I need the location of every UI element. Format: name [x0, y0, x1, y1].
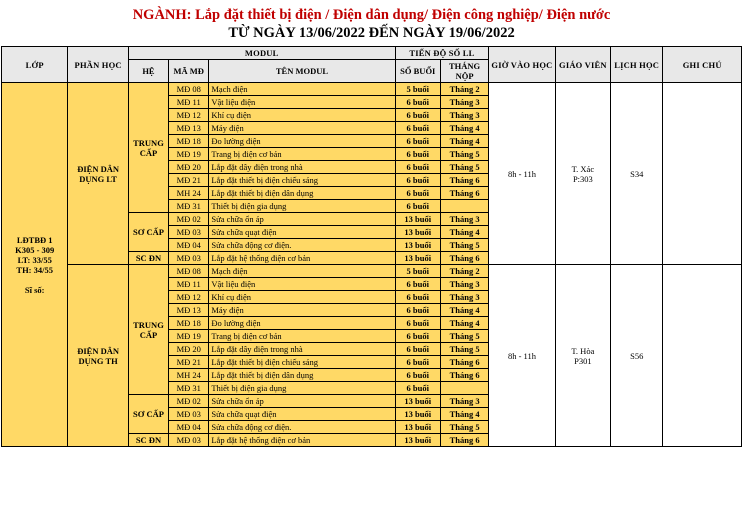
cell-thang-nop: Tháng 3 [440, 395, 488, 408]
cell-ten-modul: Trang bị điện cơ bản [209, 330, 395, 343]
cell-giao-vien [555, 83, 610, 265]
title-line-1: NGÀNH: Lắp đặt thiết bị điện / Điện dân dụng/ Điện công nghiệp/ Điện nước [132, 7, 611, 23]
cell-thang-nop: Tháng 6 [440, 187, 488, 200]
cell-so-buoi: 13 buổi [395, 434, 440, 447]
cell-ten-modul: Thiết bị điện gia dụng [209, 200, 395, 213]
cell-he: SƠ CẤP [128, 395, 168, 434]
cell-ma-md: MĐ 03 [169, 408, 209, 421]
cell-gio-vao-hoc: 8h - 11h [489, 83, 555, 265]
col-header-gio-vao-hoc: GIỜ VÀO HỌC [489, 47, 555, 83]
cell-ten-modul: Sửa chữa quạt điện [209, 226, 395, 239]
col-header-thang-nop: THÁNG NỘP [440, 60, 488, 83]
giao-vien-line: P301 [574, 355, 592, 366]
cell-ma-md: MĐ 02 [169, 395, 209, 408]
cell-thang-nop: Tháng 4 [440, 317, 488, 330]
cell-ma-md: MĐ 20 [169, 343, 209, 356]
cell-ten-modul: Lắp đặt thiết bị điện chiếu sáng [209, 174, 395, 187]
cell-ma-md: MĐ 11 [169, 278, 209, 291]
cell-ma-md: MĐ 08 [169, 83, 209, 96]
cell-ten-modul: Sửa chữa ổn áp [209, 395, 395, 408]
cell-so-buoi: 6 buổi [395, 122, 440, 135]
cell-he: TRUNG CẤP [128, 83, 168, 213]
cell-so-buoi: 6 buổi [395, 109, 440, 122]
cell-so-buoi: 6 buổi [395, 161, 440, 174]
title-line-2: TỪ NGÀY 13/06/2022 ĐẾN NGÀY 19/06/2022 [228, 25, 515, 41]
cell-thang-nop: Tháng 4 [440, 226, 488, 239]
cell-so-buoi: 13 buổi [395, 213, 440, 226]
cell-thang-nop: Tháng 5 [440, 148, 488, 161]
cell-ma-md: MĐ 04 [169, 239, 209, 252]
cell-ten-modul: Sửa chữa động cơ điện. [209, 421, 395, 434]
cell-ten-modul: Máy điện [209, 122, 395, 135]
cell-thang-nop: Tháng 4 [440, 122, 488, 135]
cell-thang-nop: Tháng 2 [440, 83, 488, 96]
cell-so-buoi: 6 buổi [395, 369, 440, 382]
cell-ma-md: MĐ 21 [169, 174, 209, 187]
cell-ma-md: MĐ 12 [169, 109, 209, 122]
cell-ma-md: MĐ 12 [169, 291, 209, 304]
col-header-giao-vien: GIÁO VIÊN [555, 47, 610, 83]
cell-ten-modul: Sửa chữa động cơ điện. [209, 239, 395, 252]
cell-thang-nop: Tháng 4 [440, 135, 488, 148]
giao-vien-line: T. Xác [571, 163, 595, 174]
cell-so-buoi: 13 buổi [395, 239, 440, 252]
cell-so-buoi: 13 buổi [395, 252, 440, 265]
col-header-ghi-chu: GHI CHÚ [663, 47, 742, 83]
cell-thang-nop: Tháng 3 [440, 109, 488, 122]
cell-so-buoi: 6 buổi [395, 148, 440, 161]
col-header-modul: MODUL [128, 47, 395, 60]
cell-ten-modul: Mạch điện [209, 265, 395, 278]
cell-so-buoi: 6 buổi [395, 330, 440, 343]
cell-thang-nop: Tháng 3 [440, 96, 488, 109]
cell-ma-md: MĐ 20 [169, 161, 209, 174]
lop-label-line: TH: 34/55 [16, 264, 54, 275]
cell-so-buoi: 6 buổi [395, 96, 440, 109]
cell-thang-nop: Tháng 5 [440, 330, 488, 343]
cell-he: SC ĐN [128, 434, 168, 447]
cell-ten-modul: Lắp đặt dây điện trong nhà [209, 343, 395, 356]
cell-so-buoi: 6 buổi [395, 304, 440, 317]
lop-label-line [4, 275, 65, 285]
cell-thang-nop [440, 200, 488, 213]
lop-label-line: LT: 33/55 [17, 254, 52, 265]
cell-he: SƠ CẤP [128, 213, 168, 252]
cell-ghi-chu [663, 265, 742, 447]
cell-thang-nop: Tháng 5 [440, 421, 488, 434]
cell-he: TRUNG CẤP [128, 265, 168, 395]
cell-thang-nop: Tháng 3 [440, 278, 488, 291]
lop-label-line: Sĩ số: [24, 284, 45, 295]
col-header-lich-hoc: LỊCH HỌC [611, 47, 663, 83]
cell-thang-nop: Tháng 3 [440, 213, 488, 226]
cell-so-buoi: 6 buổi [395, 356, 440, 369]
cell-ma-md: MĐ 08 [169, 265, 209, 278]
table-row [2, 265, 742, 278]
cell-thang-nop: Tháng 4 [440, 304, 488, 317]
cell-thang-nop: Tháng 5 [440, 161, 488, 174]
col-header-ten-modul: TÊN MODUL [209, 60, 395, 83]
cell-thang-nop: Tháng 6 [440, 174, 488, 187]
cell-thang-nop: Tháng 2 [440, 265, 488, 278]
cell-so-buoi: 13 buổi [395, 395, 440, 408]
cell-thang-nop: Tháng 5 [440, 343, 488, 356]
cell-ma-md: MĐ 03 [169, 226, 209, 239]
cell-so-buoi: 5 buổi [395, 265, 440, 278]
cell-thang-nop: Tháng 5 [440, 239, 488, 252]
cell-ma-md: MĐ 18 [169, 135, 209, 148]
cell-ma-md: MH 24 [169, 187, 209, 200]
giao-vien-line: T. Hòa [571, 345, 595, 356]
cell-so-buoi: 13 buổi [395, 421, 440, 434]
cell-thang-nop: Tháng 3 [440, 291, 488, 304]
cell-ma-md: MĐ 31 [169, 200, 209, 213]
cell-ten-modul: Khí cụ điện [209, 109, 395, 122]
cell-ten-modul: Đo lường điện [209, 135, 395, 148]
cell-ma-md: MĐ 11 [169, 96, 209, 109]
cell-lich-hoc: S56 [611, 265, 663, 447]
table-body [2, 83, 742, 447]
cell-ten-modul: Mạch điện [209, 83, 395, 96]
table-row [2, 83, 742, 96]
cell-so-buoi: 6 buổi [395, 382, 440, 395]
cell-he: SC ĐN [128, 252, 168, 265]
cell-ma-md: MĐ 31 [169, 382, 209, 395]
cell-phan-hoc: ĐIỆN DÂN DỤNG LT [68, 83, 128, 265]
cell-ten-modul: Lắp đặt hệ thống điện cơ bản [209, 434, 395, 447]
cell-ten-modul: Vật liệu điện [209, 278, 395, 291]
table-head [2, 47, 742, 83]
cell-ten-modul: Lắp đặt hệ thống điện cơ bản [209, 252, 395, 265]
cell-thang-nop: Tháng 6 [440, 252, 488, 265]
cell-lich-hoc: S34 [611, 83, 663, 265]
col-header-lop: LỚP [2, 47, 68, 83]
cell-thang-nop: Tháng 6 [440, 356, 488, 369]
document-title [0, 0, 743, 42]
cell-ma-md: MH 24 [169, 369, 209, 382]
schedule-table [1, 46, 742, 447]
cell-ten-modul: Lắp đặt thiết bị điện dân dụng [209, 187, 395, 200]
cell-so-buoi: 6 buổi [395, 135, 440, 148]
cell-ma-md: MĐ 02 [169, 213, 209, 226]
cell-so-buoi: 6 buổi [395, 278, 440, 291]
cell-ten-modul: Đo lường điện [209, 317, 395, 330]
cell-so-buoi: 5 buổi [395, 83, 440, 96]
cell-ten-modul: Lắp đặt dây điện trong nhà [209, 161, 395, 174]
cell-gio-vao-hoc: 8h - 11h [489, 265, 555, 447]
cell-ghi-chu [663, 83, 742, 265]
cell-ma-md: MĐ 21 [169, 356, 209, 369]
cell-thang-nop: Tháng 4 [440, 408, 488, 421]
lop-label-line: LĐTBĐ 1 [16, 234, 53, 245]
cell-so-buoi: 6 buổi [395, 317, 440, 330]
col-header-phan-hoc: PHẦN HỌC [68, 47, 128, 83]
cell-so-buoi: 6 buổi [395, 200, 440, 213]
cell-thang-nop [440, 382, 488, 395]
cell-lop [2, 83, 68, 447]
cell-ma-md: MĐ 19 [169, 330, 209, 343]
col-header-he: HỆ [128, 60, 168, 83]
cell-ten-modul: Lắp đặt thiết bị điện chiếu sáng [209, 356, 395, 369]
col-header-tien-do: TIẾN ĐỘ SỐ LL [395, 47, 489, 60]
cell-so-buoi: 6 buổi [395, 291, 440, 304]
cell-so-buoi: 13 buổi [395, 226, 440, 239]
cell-so-buoi: 6 buổi [395, 187, 440, 200]
cell-ma-md: MĐ 13 [169, 122, 209, 135]
cell-ten-modul: Thiết bị điện gia dụng [209, 382, 395, 395]
lop-label-line: K305 - 309 [15, 244, 55, 255]
cell-ten-modul: Vật liệu điện [209, 96, 395, 109]
cell-thang-nop: Tháng 6 [440, 369, 488, 382]
cell-ten-modul: Trang bị điện cơ bản [209, 148, 395, 161]
col-header-ma-md: MÃ MĐ [169, 60, 209, 83]
cell-so-buoi: 13 buổi [395, 408, 440, 421]
cell-ten-modul: Máy điện [209, 304, 395, 317]
cell-ten-modul: Sửa chữa ổn áp [209, 213, 395, 226]
cell-ma-md: MĐ 13 [169, 304, 209, 317]
cell-phan-hoc: ĐIỆN DÂN DỤNG TH [68, 265, 128, 447]
col-header-so-buoi: SỐ BUỔI [395, 60, 440, 83]
cell-ma-md: MĐ 18 [169, 317, 209, 330]
cell-so-buoi: 6 buổi [395, 343, 440, 356]
cell-giao-vien [555, 265, 610, 447]
header-row-1 [2, 47, 742, 60]
cell-ma-md: MĐ 04 [169, 421, 209, 434]
giao-vien-line: P:303 [572, 173, 593, 184]
cell-ten-modul: Khí cụ điện [209, 291, 395, 304]
cell-ten-modul: Sửa chữa quạt điện [209, 408, 395, 421]
cell-thang-nop: Tháng 6 [440, 434, 488, 447]
cell-ma-md: MĐ 19 [169, 148, 209, 161]
cell-ma-md: MĐ 03 [169, 434, 209, 447]
cell-ten-modul: Lắp đặt thiết bị điện dân dụng [209, 369, 395, 382]
cell-so-buoi: 6 buổi [395, 174, 440, 187]
cell-ma-md: MĐ 03 [169, 252, 209, 265]
